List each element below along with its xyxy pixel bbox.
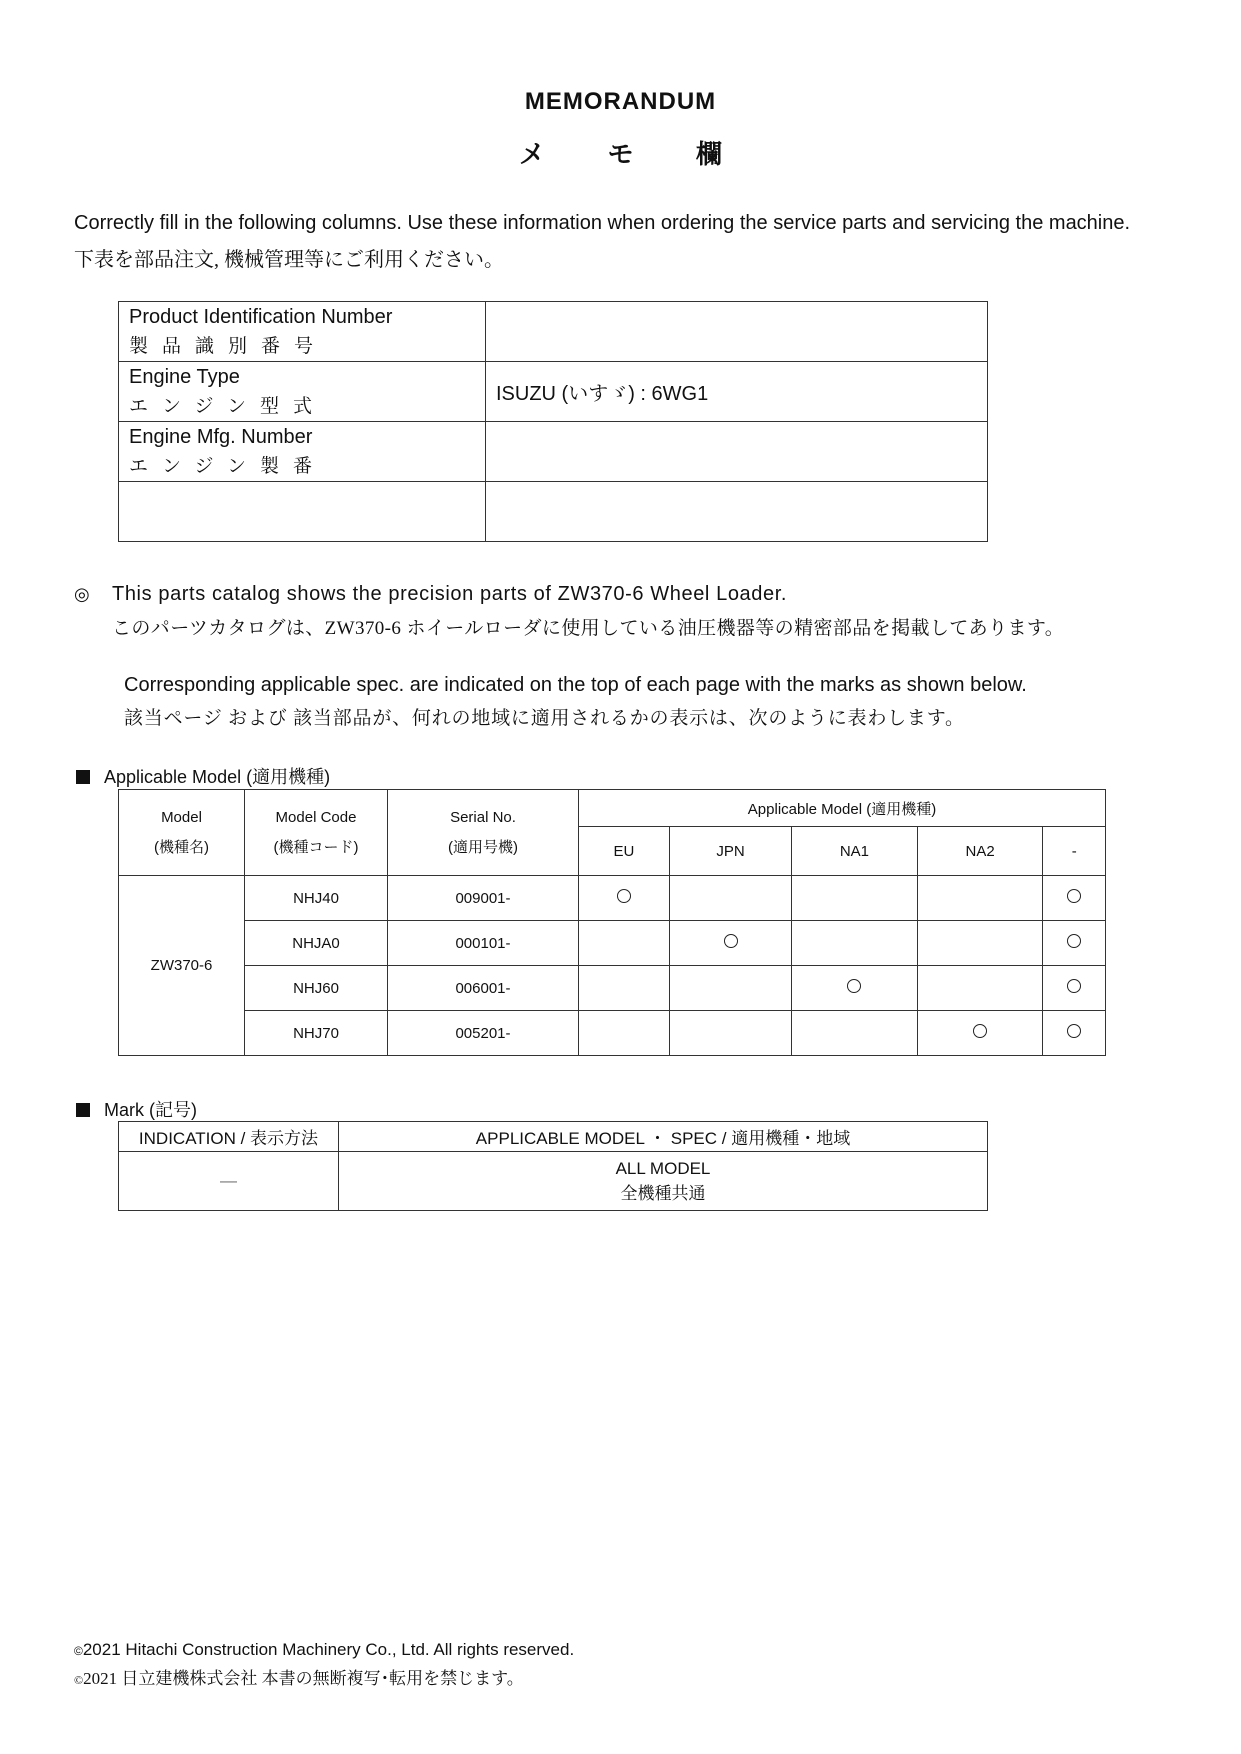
info-value-cell[interactable] bbox=[486, 302, 988, 362]
title-jp-char: メ bbox=[518, 140, 545, 169]
machine-info-table bbox=[118, 301, 988, 542]
info-label-en: Product Identification Number bbox=[129, 305, 393, 328]
square-bullet-icon bbox=[76, 770, 90, 784]
mark-cell bbox=[917, 1011, 1043, 1056]
catalog-note-en bbox=[74, 583, 787, 606]
page-title: MEMORANDUM bbox=[524, 88, 717, 115]
page-title-jp bbox=[0, 134, 1241, 171]
header-label-jp: (適用号機) bbox=[448, 838, 518, 856]
applicable-circle-icon bbox=[724, 934, 738, 948]
mark-cell bbox=[669, 921, 791, 966]
info-value-cell[interactable] bbox=[486, 422, 988, 482]
header-label: Model bbox=[161, 808, 202, 826]
table-header-row bbox=[119, 1122, 988, 1152]
mark-cell bbox=[1043, 1011, 1106, 1056]
applicable-circle-icon bbox=[1067, 934, 1081, 948]
applicable-circle-icon bbox=[847, 979, 861, 993]
table-row bbox=[119, 422, 988, 482]
serial-cell: 000101- bbox=[388, 921, 579, 966]
mark-table bbox=[118, 1121, 988, 1211]
info-label-cell bbox=[119, 362, 486, 422]
mark-cell bbox=[792, 921, 918, 966]
header-region: NA2 bbox=[917, 827, 1043, 876]
header-label: Model Code bbox=[275, 808, 357, 826]
double-circle-icon: ◎ bbox=[74, 584, 91, 604]
applicable-circle-icon bbox=[1067, 1024, 1081, 1038]
table-row bbox=[119, 302, 988, 362]
header-region: - bbox=[1043, 827, 1106, 876]
footer-text: 2021 Hitachi Construction Machinery Co., Ltd. All rights reserved. bbox=[82, 1640, 575, 1659]
info-label-jp: エンジン製番 bbox=[129, 455, 327, 477]
mark-cell bbox=[579, 876, 670, 921]
mark-cell bbox=[669, 1011, 791, 1056]
serial-cell: 009001- bbox=[388, 876, 579, 921]
footer-text: 2021 日立建機株式会社 本書の無断複写･転用を禁じます。 bbox=[83, 1669, 524, 1688]
table-row bbox=[119, 876, 1106, 921]
footer-copyright-en bbox=[74, 1640, 574, 1660]
table-row bbox=[119, 1011, 1106, 1056]
intro-text-en: Correctly fill in the following columns. Use these information when ordering the service parts and servicing the machine. bbox=[74, 212, 1131, 234]
spec-note-en: Corresponding applicable spec. are indicated on the top of each page with the marks as shown below. bbox=[124, 674, 1027, 696]
table-header-row bbox=[119, 790, 1106, 827]
section-heading-text: Applicable Model (適用機種) bbox=[104, 767, 331, 787]
mark-cell bbox=[579, 966, 670, 1011]
header-label-jp: (機種コード) bbox=[273, 838, 359, 856]
table-row bbox=[119, 362, 988, 422]
section-heading-text: Mark (記号) bbox=[104, 1100, 197, 1120]
header-label-jp: (機種名) bbox=[154, 838, 209, 856]
model-name-cell: ZW370-6 bbox=[119, 876, 245, 1056]
info-label-jp: 製品識別番号 bbox=[129, 335, 328, 357]
square-bullet-icon bbox=[76, 1103, 90, 1117]
table-row bbox=[119, 921, 1106, 966]
applicable-circle-icon bbox=[1067, 979, 1081, 993]
mark-cell bbox=[917, 876, 1043, 921]
mark-cell bbox=[792, 966, 918, 1011]
mark-cell bbox=[792, 876, 918, 921]
spec-value-jp: 全機種共通 bbox=[620, 1183, 706, 1203]
applicable-circle-icon bbox=[973, 1024, 987, 1038]
mark-cell bbox=[792, 1011, 918, 1056]
catalog-note-jp: このパーツカタログは、ZW370-6 ホイールローダに使用している油圧機器等の精密部品を掲載してあります。 bbox=[112, 618, 1065, 639]
model-code-cell: NHJ60 bbox=[245, 966, 388, 1011]
mark-cell bbox=[579, 1011, 670, 1056]
info-value-cell[interactable] bbox=[486, 482, 988, 542]
model-code-cell: NHJA0 bbox=[245, 921, 388, 966]
serial-cell: 006001- bbox=[388, 966, 579, 1011]
serial-cell: 005201- bbox=[388, 1011, 579, 1056]
mark-cell bbox=[669, 876, 791, 921]
applicable-circle-icon bbox=[617, 889, 631, 903]
mark-cell bbox=[917, 921, 1043, 966]
spec-value-en: ALL MODEL bbox=[615, 1158, 711, 1178]
applicable-circle-icon bbox=[1067, 889, 1081, 903]
info-label-cell bbox=[119, 302, 486, 362]
catalog-note-text: This parts catalog shows the precision parts of ZW370-6 Wheel Loader. bbox=[112, 583, 788, 605]
header-applicable-spec: APPLICABLE MODEL ・ SPEC / 適用機種・地域 bbox=[339, 1122, 988, 1152]
header-region: EU bbox=[579, 827, 670, 876]
spec-note-jp: 該当ページ および 該当部品が、何れの地域に適用されるかの表示は、次のように表わします。 bbox=[124, 708, 965, 729]
model-code-cell: NHJ70 bbox=[245, 1011, 388, 1056]
info-label-en: Engine Mfg. Number bbox=[129, 425, 313, 448]
table-row bbox=[119, 1152, 988, 1211]
header-serial bbox=[388, 790, 579, 876]
copyright-icon: © bbox=[74, 1673, 84, 1687]
intro-text-jp: 下表を部品注文, 機械管理等にご利用ください。 bbox=[74, 249, 504, 271]
footer-copyright-jp bbox=[74, 1664, 524, 1689]
info-label-cell bbox=[119, 422, 486, 482]
title-jp-char: 欄 bbox=[696, 140, 723, 169]
applicable-model-heading bbox=[76, 763, 330, 789]
title-jp-char: モ bbox=[607, 140, 634, 169]
applicable-model-table bbox=[118, 789, 1106, 1056]
header-model bbox=[119, 790, 245, 876]
mark-cell bbox=[1043, 966, 1106, 1011]
header-region: JPN bbox=[669, 827, 791, 876]
table-row bbox=[119, 482, 988, 542]
spec-cell bbox=[339, 1152, 988, 1211]
model-code-cell: NHJ40 bbox=[245, 876, 388, 921]
mark-cell bbox=[1043, 921, 1106, 966]
header-region: NA1 bbox=[792, 827, 918, 876]
header-indication: INDICATION / 表示方法 bbox=[119, 1122, 339, 1152]
info-label-jp: エンジン型式 bbox=[129, 395, 327, 417]
header-label: Serial No. bbox=[450, 808, 516, 826]
info-label-cell bbox=[119, 482, 486, 542]
table-row bbox=[119, 966, 1106, 1011]
mark-heading bbox=[76, 1096, 197, 1122]
header-applicable-model: Applicable Model (適用機種) bbox=[579, 790, 1106, 827]
copyright-icon: © bbox=[74, 1644, 83, 1658]
info-value-cell[interactable]: ISUZU (いすゞ) : 6WG1 bbox=[486, 362, 988, 422]
indication-cell: — bbox=[119, 1152, 339, 1211]
mark-cell bbox=[1043, 876, 1106, 921]
info-label-en: Engine Type bbox=[129, 365, 240, 388]
mark-cell bbox=[669, 966, 791, 1011]
header-model-code bbox=[245, 790, 388, 876]
mark-cell bbox=[579, 921, 670, 966]
mark-cell bbox=[917, 966, 1043, 1011]
